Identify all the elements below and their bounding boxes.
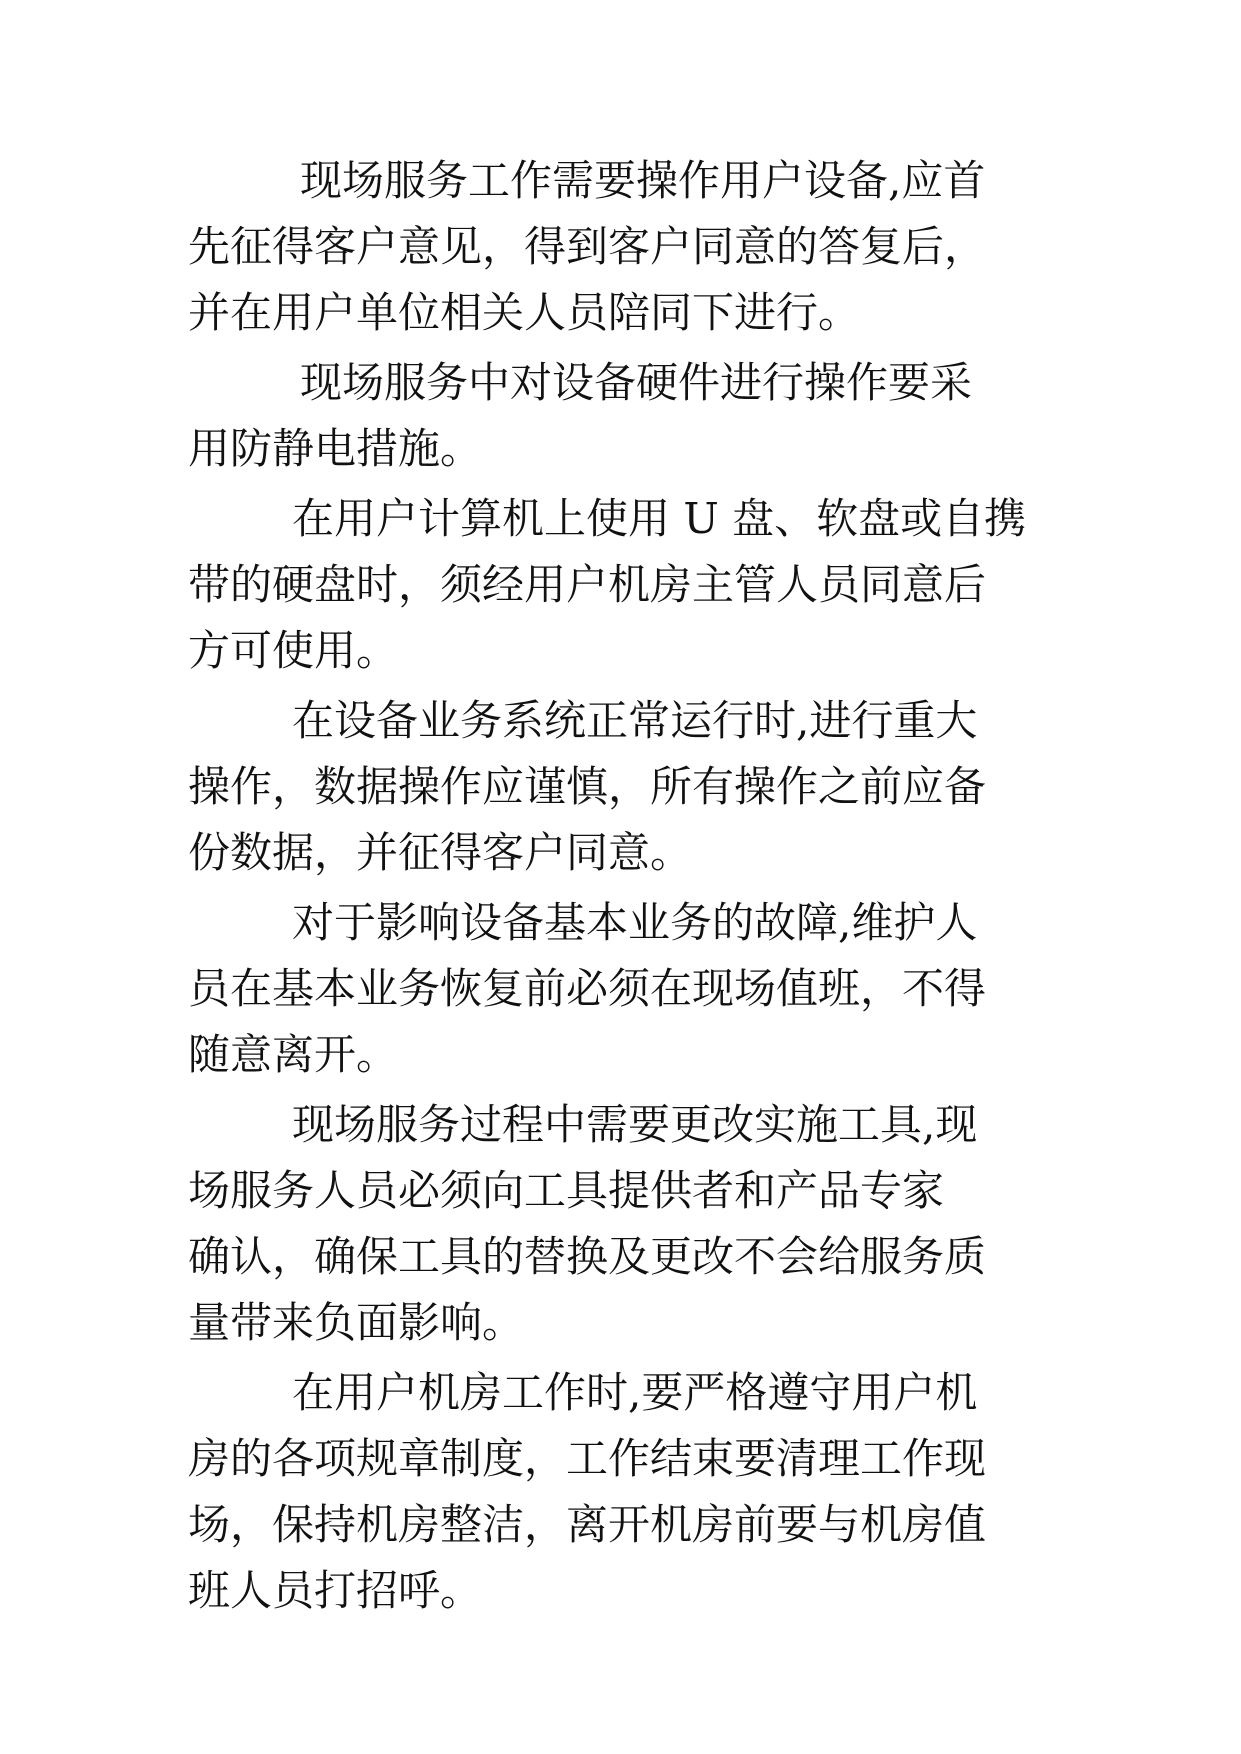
paragraph-line: 场，保持机房整洁，离开机房前要与机房值 xyxy=(188,1500,987,1549)
paragraph-line: 方可使用。 xyxy=(188,626,399,675)
paragraph-line: 并在用户单位相关人员陪同下进行。 xyxy=(188,288,861,337)
paragraph-line: 对于影响设备基本业务的故障,维护人 xyxy=(292,898,978,947)
paragraph-line: 用防静电措施。 xyxy=(188,424,483,473)
paragraph-line: 现场服务过程中需要更改实施工具,现 xyxy=(292,1100,978,1149)
paragraph-line: 在设备业务系统正常运行时,进行重大 xyxy=(292,696,978,745)
paragraph-line: 随意离开。 xyxy=(188,1030,399,1079)
paragraph-line: 房的各项规章制度，工作结束要清理工作现 xyxy=(188,1434,987,1483)
paragraph-6 xyxy=(188,1092,1058,1356)
paragraph-line: 在用户机房工作时,要严格遵守用户机 xyxy=(292,1368,978,1417)
paragraph-2 xyxy=(188,350,1058,482)
paragraph-1 xyxy=(188,148,1058,346)
paragraph-line: 先征得客户意见，得到客户同意的答复后， xyxy=(188,222,987,271)
paragraph-3 xyxy=(188,486,1058,684)
paragraph-line: 员在基本业务恢复前必须在现场值班，不得 xyxy=(188,964,987,1013)
paragraph-4 xyxy=(188,688,1058,886)
paragraph-line: 份数据，并征得客户同意。 xyxy=(188,828,693,877)
paragraph-line: 操作，数据操作应谨慎，所有操作之前应备 xyxy=(188,762,987,811)
text-body xyxy=(188,148,1058,1628)
paragraph-line: 班人员打招呼。 xyxy=(188,1566,483,1615)
paragraph-line: 确认，确保工具的替换及更改不会给服务质 xyxy=(188,1232,987,1281)
paragraph-line: 带的硬盘时，须经用户机房主管人员同意后 xyxy=(188,560,987,609)
paragraph-line: 量带来负面影响。 xyxy=(188,1298,525,1347)
paragraph-line: 在用户计算机上使用 U 盘、软盘或自携 xyxy=(292,494,1027,543)
paragraph-line: 场服务人员必须向工具提供者和产品专家 xyxy=(188,1166,945,1215)
paragraph-7 xyxy=(188,1360,1058,1624)
paragraph-line: 现场服务工作需要操作用户设备,应首 xyxy=(300,156,986,205)
paragraph-line: 现场服务中对设备硬件进行操作要采 xyxy=(300,358,973,407)
paragraph-5 xyxy=(188,890,1058,1088)
